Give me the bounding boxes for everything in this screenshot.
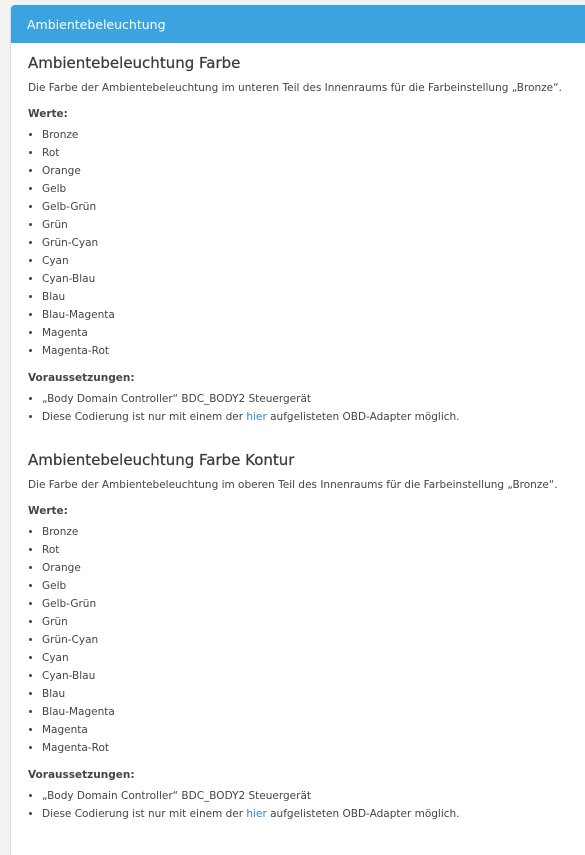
section-description: Die Farbe der Ambientebeleuchtung im oberen Teil des Innenraums für die Farbeinstellung „Bronze“.	[28, 479, 558, 491]
values-list	[28, 523, 580, 757]
section-title: Ambientebeleuchtung Farbe	[28, 54, 241, 72]
list-item: • Gelb-Grün	[42, 198, 580, 216]
list-item: • Bronze	[42, 523, 580, 541]
values-label: Werte:	[28, 108, 68, 120]
requirement-adapter	[42, 408, 580, 426]
list-item: • Rot	[42, 541, 580, 559]
section-divider	[28, 426, 580, 446]
settings-panel	[10, 5, 585, 855]
list-item: • Gelb-Grün	[42, 595, 580, 613]
list-item: • Rot	[42, 144, 580, 162]
adapter-list-link[interactable]: hier	[246, 808, 267, 820]
list-item: • Magenta	[42, 324, 580, 342]
requirement-controller: • „Body Domain Controller“ BDC_BODY2 Steuergerät	[42, 390, 580, 408]
list-item: • Gelb	[42, 577, 580, 595]
list-item: • Gelb	[42, 180, 580, 198]
list-item: • Blau-Magenta	[42, 703, 580, 721]
requirement-adapter-text: aufgelisteten OBD-Adapter möglich.	[270, 808, 460, 820]
list-item: • Blau-Magenta	[42, 306, 580, 324]
panel-header[interactable]	[11, 5, 585, 43]
requirement-adapter	[42, 805, 580, 823]
list-item: • Magenta	[42, 721, 580, 739]
requirement-adapter-text: aufgelisteten OBD-Adapter möglich.	[270, 411, 460, 423]
list-item: • Magenta-Rot	[42, 739, 580, 757]
list-item: • Orange	[42, 559, 580, 577]
list-item: • Orange	[42, 162, 580, 180]
section-ambient-color-contour	[28, 446, 580, 823]
list-item: • Grün-Cyan	[42, 631, 580, 649]
list-item: • Blau	[42, 685, 580, 703]
requirements-label: Voraussetzungen:	[28, 769, 135, 781]
section-title: Ambientebeleuchtung Farbe Kontur	[28, 451, 295, 469]
values-list	[28, 126, 580, 360]
list-item: • Cyan-Blau	[42, 667, 580, 685]
section-description: Die Farbe der Ambientebeleuchtung im unteren Teil des Innenraums für die Farbeinstellung „Bronze“.	[28, 82, 562, 94]
requirement-controller: • „Body Domain Controller“ BDC_BODY2 Steuergerät	[42, 787, 580, 805]
requirements-list	[28, 390, 580, 426]
list-item: • Cyan	[42, 252, 580, 270]
requirements-list	[28, 787, 580, 823]
panel-title: Ambientebeleuchtung	[27, 16, 166, 32]
list-item: • Blau	[42, 288, 580, 306]
list-item: • Magenta-Rot	[42, 342, 580, 360]
list-item: • Cyan-Blau	[42, 270, 580, 288]
section-ambient-color	[28, 49, 580, 426]
list-item: • Grün-Cyan	[42, 234, 580, 252]
values-label: Werte:	[28, 505, 68, 517]
list-item: • Grün	[42, 613, 580, 631]
list-item: • Bronze	[42, 126, 580, 144]
panel-content	[11, 43, 585, 823]
list-item: • Cyan	[42, 649, 580, 667]
requirement-adapter-text: Diese Codierung ist nur mit einem der	[42, 411, 244, 423]
list-item: • Grün	[42, 216, 580, 234]
adapter-list-link[interactable]: hier	[246, 411, 267, 423]
requirement-adapter-text: Diese Codierung ist nur mit einem der	[42, 808, 244, 820]
requirements-label: Voraussetzungen:	[28, 372, 135, 384]
